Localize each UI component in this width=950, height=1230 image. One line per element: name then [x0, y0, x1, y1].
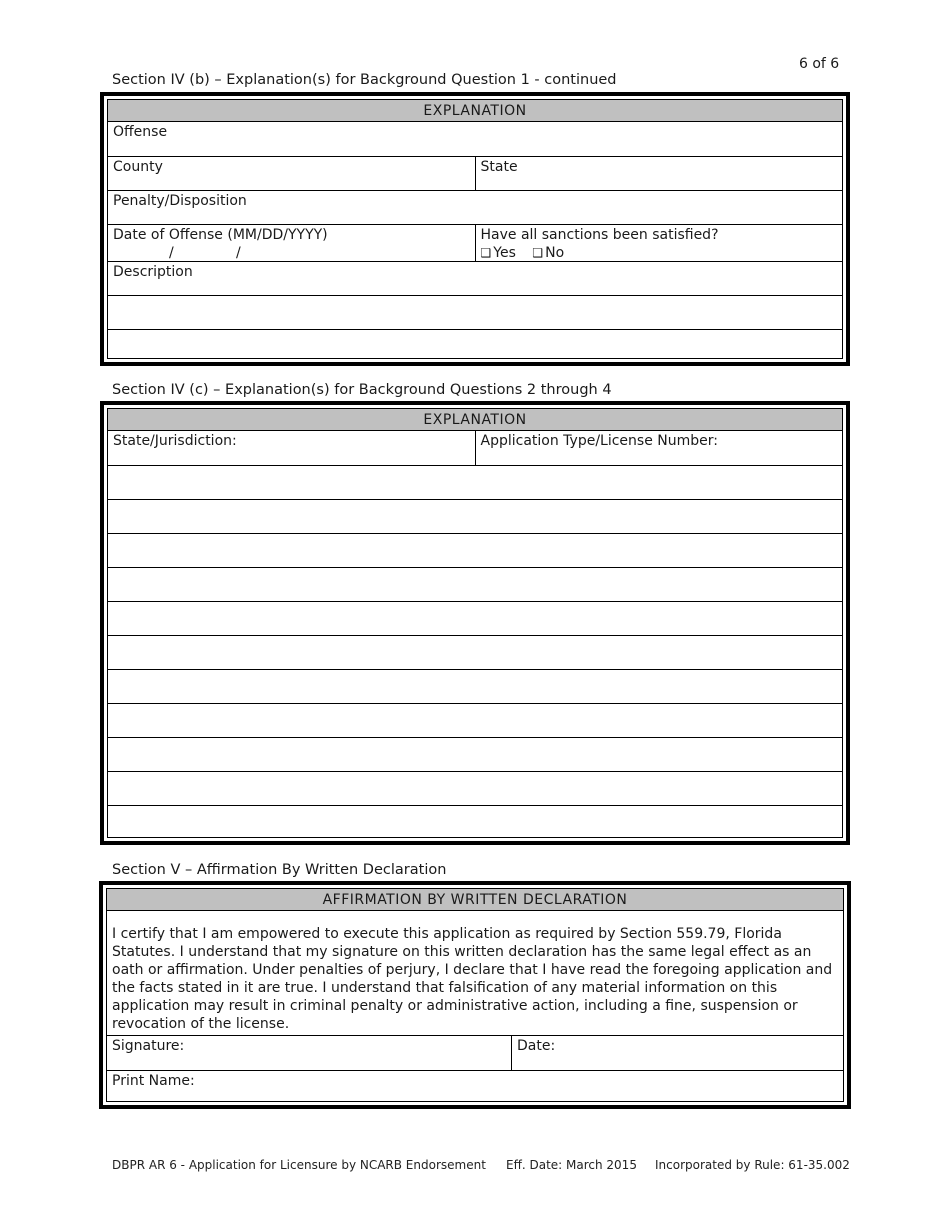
- description-field[interactable]: [108, 262, 842, 295]
- date-of-offense-field[interactable]: [108, 225, 476, 261]
- signature-label: Signature:: [112, 1038, 185, 1054]
- print-name-label: Print Name:: [112, 1073, 195, 1089]
- state-label: State: [480, 159, 518, 175]
- jurisdiction-label: State/Jurisdiction:: [113, 433, 237, 449]
- explanation-line: [108, 806, 842, 839]
- section-v-title: Section V – Affirmation By Written Declaration: [112, 862, 447, 878]
- section-c-header: EXPLANATION: [108, 409, 842, 431]
- jurisdiction-row: [108, 431, 842, 466]
- section-v-header: AFFIRMATION BY WRITTEN DECLARATION: [107, 889, 843, 911]
- description-line-field[interactable]: [108, 330, 842, 363]
- signature-row: [107, 1036, 843, 1071]
- footer-rule: Incorporated by Rule: 61-35.002: [655, 1158, 850, 1172]
- sanctions-question: Have all sanctions been satisfied?: [480, 227, 719, 243]
- description-row: [108, 262, 842, 296]
- explanation-line: [108, 636, 842, 670]
- explanation-line: [108, 704, 842, 738]
- declaration-text: I certify that I am empowered to execute this application as required by Section 559.79, Florida Statutes. I understand that my signature on this written declaration has the same legal effect as an oath or affirmation. Under penalties of perjury, I declare that I have read the foregoing application and the facts stated in it are true. I understand that falsification of any material information on this application may result in criminal penalty or administrative action, including a fine, suspension or revocation of the license.: [107, 911, 843, 1036]
- footer-form-name: DBPR AR 6 - Application for Licensure by NCARB Endorsement: [112, 1158, 486, 1172]
- date-sanctions-row: [108, 225, 842, 262]
- yes-checkbox[interactable]: ❑: [480, 246, 492, 260]
- date-of-offense-label: Date of Offense (MM/DD/YYYY): [113, 227, 328, 243]
- section-b-header: EXPLANATION: [108, 100, 842, 122]
- sanctions-field: [476, 225, 843, 261]
- description-line: [108, 330, 842, 363]
- explanation-line-field[interactable]: [108, 602, 842, 635]
- yes-label: Yes: [493, 245, 516, 261]
- explanation-line: [108, 602, 842, 636]
- no-label: No: [545, 245, 565, 261]
- print-name-field[interactable]: [107, 1071, 843, 1105]
- county-state-row: [108, 157, 842, 191]
- explanation-line-field[interactable]: [108, 636, 842, 669]
- date-field[interactable]: [512, 1036, 843, 1070]
- offense-field[interactable]: [108, 122, 842, 156]
- explanation-line: [108, 500, 842, 534]
- offense-label: Offense: [113, 124, 168, 140]
- footer-eff-date: Eff. Date: March 2015: [506, 1158, 637, 1172]
- explanation-line: [108, 466, 842, 500]
- section-b-box: [100, 92, 850, 366]
- explanation-line: [108, 738, 842, 772]
- date-slashes: / /: [169, 245, 241, 261]
- date-label: Date:: [517, 1038, 556, 1054]
- page-number: 6 of 6: [799, 56, 840, 72]
- county-label: County: [113, 159, 163, 175]
- explanation-line-field[interactable]: [108, 704, 842, 737]
- description-line: [108, 296, 842, 330]
- app-type-field[interactable]: [476, 431, 843, 465]
- explanation-line-field[interactable]: [108, 806, 842, 839]
- section-v-box: [99, 881, 851, 1109]
- signature-field[interactable]: [107, 1036, 512, 1070]
- description-line-field[interactable]: [108, 296, 842, 329]
- explanation-line-field[interactable]: [108, 738, 842, 771]
- print-name-row: [107, 1071, 843, 1105]
- explanation-line-field[interactable]: [108, 500, 842, 533]
- penalty-row: [108, 191, 842, 225]
- section-b-title: Section IV (b) – Explanation(s) for Background Question 1 - continued: [112, 72, 617, 88]
- explanation-line-field[interactable]: [108, 670, 842, 703]
- penalty-field[interactable]: [108, 191, 842, 224]
- explanation-line: [108, 772, 842, 806]
- county-field[interactable]: [108, 157, 476, 190]
- section-c-box: [100, 401, 850, 845]
- explanation-line: [108, 670, 842, 704]
- penalty-label: Penalty/Disposition: [113, 193, 247, 209]
- no-checkbox[interactable]: ❑: [532, 246, 544, 260]
- explanation-line-field[interactable]: [108, 534, 842, 567]
- app-type-label: Application Type/License Number:: [480, 433, 718, 449]
- offense-row: [108, 122, 842, 157]
- state-field[interactable]: [476, 157, 843, 190]
- explanation-line: [108, 568, 842, 602]
- explanation-line-field[interactable]: [108, 772, 842, 805]
- jurisdiction-field[interactable]: [108, 431, 476, 465]
- explanation-line-field[interactable]: [108, 568, 842, 601]
- description-label: Description: [113, 264, 193, 280]
- section-c-title: Section IV (c) – Explanation(s) for Background Questions 2 through 4: [112, 382, 612, 398]
- explanation-line: [108, 534, 842, 568]
- explanation-line-field[interactable]: [108, 466, 842, 499]
